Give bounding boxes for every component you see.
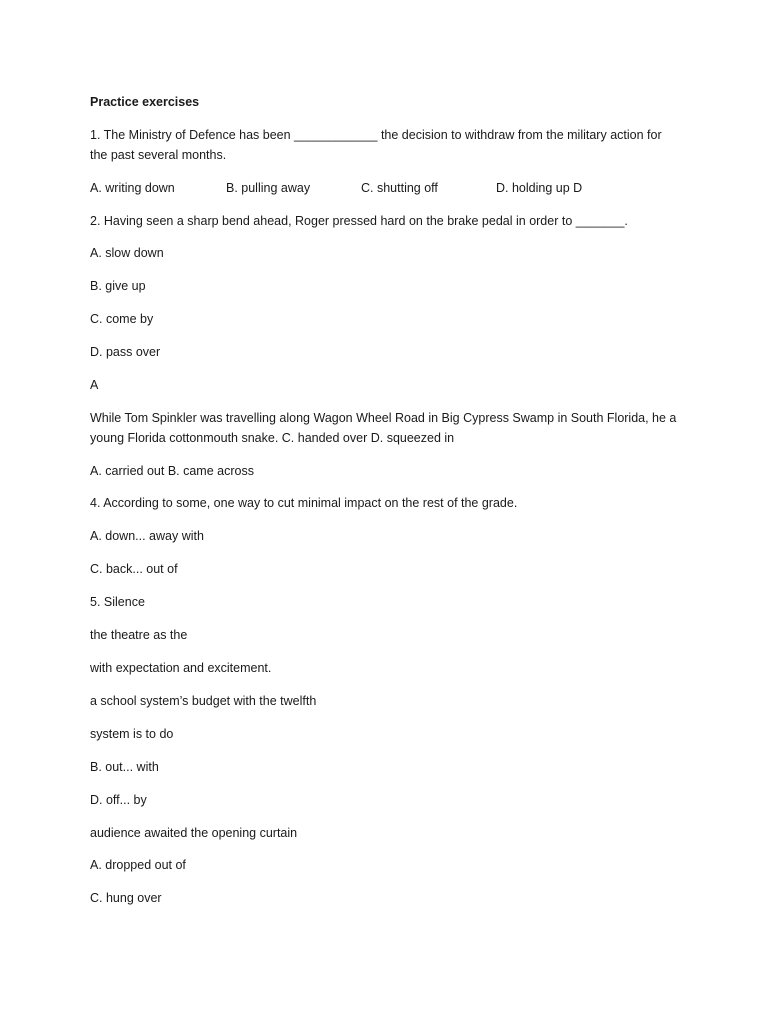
fragment-line: D. off... by: [90, 793, 147, 807]
question-1-option-d: D. holding up D: [496, 181, 583, 195]
question-3-options: A. carried out B. came across: [90, 464, 254, 478]
question-2-answer: A: [90, 378, 99, 392]
question-4-text: 4. According to some, one way to cut minimal impact on the rest of the grade.: [90, 496, 518, 510]
question-5-text: 5. Silence: [90, 595, 145, 609]
question-2-option-a: A. slow down: [90, 246, 164, 260]
fragment-line: audience awaited the opening curtain: [90, 826, 298, 840]
question-4-option-c: C. back... out of: [90, 562, 178, 576]
fragment-line: C. hung over: [90, 891, 162, 905]
question-1-line-2: the past several months.: [90, 148, 227, 162]
document-title: Practice exercises: [90, 95, 200, 109]
question-3-line-2: young Florida cottonmouth snake. C. handed over D. squeezed in: [90, 431, 455, 445]
question-3-line-1: While Tom Spinkler was travelling along Wagon Wheel Road in Big Cypress Swamp in South Florida, he a: [90, 411, 677, 425]
question-2-option-b: B. give up: [90, 279, 146, 293]
question-4-option-a: A. down... away with: [90, 529, 204, 543]
question-1-option-c: C. shutting off: [361, 181, 438, 195]
question-1-option-b: B. pulling away: [226, 181, 311, 195]
fragment-line: A. dropped out of: [90, 858, 186, 872]
question-2-text: 2. Having seen a sharp bend ahead, Roger pressed hard on the brake pedal in order to _______.: [90, 214, 628, 228]
question-1-line-1: 1. The Ministry of Defence has been ____________ the decision to withdraw from the military action for: [90, 128, 662, 142]
fragment-line: B. out... with: [90, 760, 159, 774]
question-1-options: [90, 178, 690, 198]
fragment-line: a school system’s budget with the twelfth: [90, 694, 317, 708]
question-2-option-c: C. come by: [90, 312, 154, 326]
fragment-line: the theatre as the: [90, 628, 188, 642]
question-1-option-a: A. writing down: [90, 181, 175, 195]
question-2-option-d: D. pass over: [90, 345, 161, 359]
fragment-line: with expectation and excitement.: [90, 661, 272, 675]
fragment-line: system is to do: [90, 727, 174, 741]
